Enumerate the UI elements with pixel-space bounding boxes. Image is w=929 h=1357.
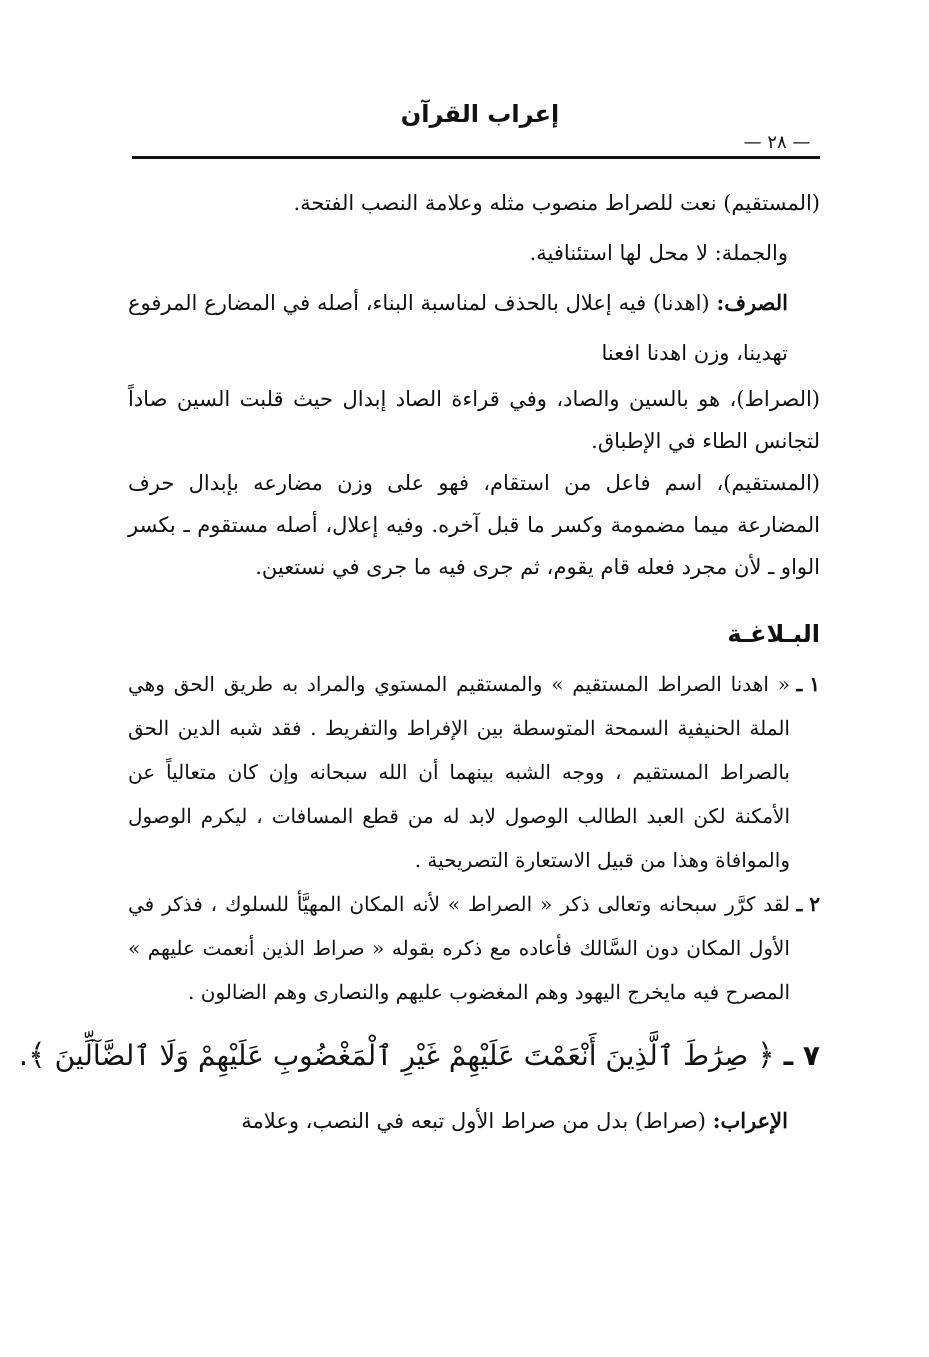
balagha-item-1 [128, 662, 820, 882]
verse-text: صِرَٰطَ ٱلَّذِينَ أَنْعَمْتَ عَلَيْهِمْ غَيْرِ ٱلْمَغْضُوبِ عَلَيْهِمْ وَلَا ٱلضَّآلِّينَ [54, 1039, 749, 1072]
sarf-text: (اهدنا) فيه إعلال بالحذف لمناسبة البناء، أصله في المضارع المرفوع تهدينا، وزن اهدنا افعنا [128, 291, 788, 365]
i3rab-text: (صراط) بدل من صراط الأول تبعه في النصب، وعلامة [241, 1109, 707, 1133]
list-number: ١ ـ [796, 672, 820, 696]
paragraph-jumla: والجملة: لا محل لها استئنافية. [529, 241, 788, 265]
sarf-label: الصرف: [716, 290, 788, 315]
quran-verse [18, 1026, 820, 1086]
verse-number: ٧ ـ [783, 1039, 820, 1072]
list-number: ٢ ـ [796, 892, 820, 916]
paragraph-mustaqim-naat: (المستقيم) نعت للصراط منصوب مثله وعلامة النصب الفتحة. [293, 191, 820, 215]
paragraph-sirat: (الصراط)، هو بالسين والصاد، وفي قراءة الصاد إبدال حيث قلبت السين صاداً لتجانس الطاء في الإطباق. [128, 387, 820, 453]
verse-open-bracket: ﴿ [757, 1038, 775, 1073]
i3rab-label: الإعراب: [712, 1108, 788, 1133]
running-title: إعراب القرآن [400, 100, 560, 128]
page-number: — ٢٨ — [743, 132, 811, 153]
section-heading-balagha: البـلاغـة [727, 620, 820, 648]
paragraph-i3rab [128, 1096, 820, 1146]
paragraph-sarf [128, 278, 820, 378]
balagha-item-2 [128, 882, 820, 1014]
body-text [18, 178, 820, 1146]
paragraph-mustaqim-sarf: (المستقيم)، اسم فاعل من استقام، فهو على وزن مضارعه بإبدال حرف المضارعة ميما مضمومة وكسر ما قبل آخره. وفيه إعلال، أصله مستقوم ـ بكسر الواو ـ لأن مجرد فعله قام يقوم، ثم جرى فيه ما جرى في نستعين. [128, 471, 820, 579]
verse-close-bracket: ﴾. [18, 1038, 46, 1073]
header-rule [132, 156, 820, 159]
list-item-text: « اهدنا الصراط المستقيم » والمستقيم المستوي والمراد به طريق الحق وهي الملة الحنيفية السمحة المتوسطة بين الإفراط والتفريط . فقد شبه الدين الحق بالصراط المستقيم ، ووجه الشبه بينهما أن الله سبحانه وإن كان متعالياً عن الأمكنة لكن العبد الطالب الوصول لابد له من قطع المسافات ، ليكرم الوصول والموافاة وهذا من قبيل الاستعارة التصريحية . [128, 672, 790, 872]
list-item-text: لقد كرَّر سبحانه وتعالى ذكر « الصراط » لأنه المكان المهيَّأ للسلوك ، فذكر في الأول المكان دون السَّالك فأعاده مع ذكره بقوله « صراط الذين أنعمت عليهم » المصرح فيه مايخرج اليهود وهم المغضوب عليهم والنصارى وهم الضالون . [128, 892, 790, 1004]
